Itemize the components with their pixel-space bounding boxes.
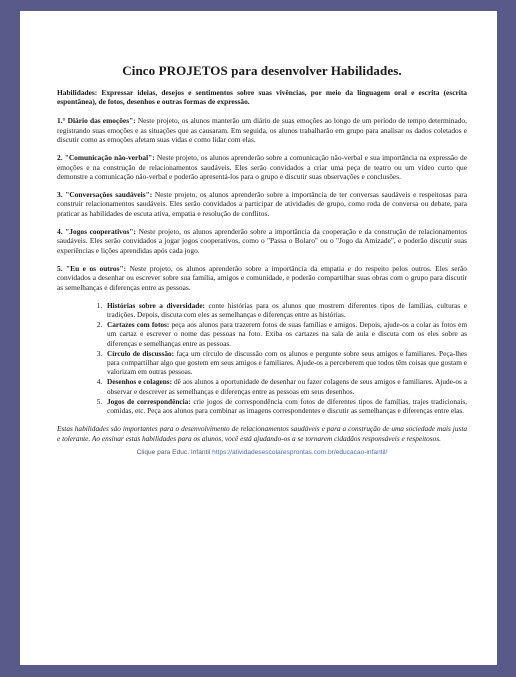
list-item [104, 349, 467, 377]
project-text: Neste projeto, os alunos aprenderão sobre a importância de ter conversas saudáveis e respeitosas para construir relacionamentos saudáveis. Eles serão convidados a participar de atividades de grupo, como roda de conversa ou debate, para praticar as habilidades de escuta ativa, empatia e resolução de conflitos. [57, 190, 467, 218]
project-3 [57, 190, 467, 218]
activity-heading: Desenhos e colagens: [107, 377, 173, 387]
activity-text: dê aos alunos a oportunidade de desenhar ou fazer colagens de seus amigos e familiares. Ajude-os a observar e descrever as semelhanças e diferenças entre as pessoas em seus desenhos. [107, 377, 468, 396]
activity-text: conte histórias para os alunos que mostrem diferentes tipos de famílias, culturas e tradições. Depois, discuta com eles as semelhanças e diferenças entre as histórias. [107, 300, 467, 320]
project-2 [57, 153, 467, 181]
project-1 [57, 116, 467, 144]
project-heading: 2. "Comunicação não-verbal": [57, 153, 155, 163]
footer-link[interactable]: https://atividadesescolaresprontas.com.br/educacao-infantil/ [212, 448, 388, 456]
list-item [104, 377, 467, 395]
activity-heading: Jogos de correspondência: [107, 396, 191, 406]
project-4 [57, 227, 467, 255]
activity-text: crie jogos de correspondência com fotos de diferentes tipos de famílias, trajes tradicionais, comidas, etc. Peça aos alunos para combinar as imagens correspondentes e discutir as semelhanças e diferenças entre elas. [107, 396, 468, 416]
page-title: Cinco PROJETOS para desenvolver Habilidades. [122, 63, 402, 78]
activity-text: faça um círculo de discussão com os alunos e pergunte sobre seus amigos e familiares. Peça-lhes para compartilhar algo que gostem em seus amigos e familiares. Ajude-os a perceberem que todos têm coisas que gostam e valorizam em outras pessoas. [107, 348, 467, 377]
project-5 [57, 264, 467, 292]
list-item [104, 320, 467, 348]
project-text: Neste projeto, os alunos aprenderão sobre a comunicação não-verbal e sua importância na expressão de emoções e na construção de relacionamentos saudáveis. Eles serão convidados a criar uma peça de teatro ou um vídeo curto que demonstre a comunicação não-verbal e poderão apresentá-los para o grupo e discutir suas observações e conclusões. [57, 153, 467, 181]
activity-heading: Histórias sobre a diversidade: [107, 300, 205, 310]
list-item [104, 397, 467, 415]
footer-label: Clique para Educ. Infantil [136, 448, 211, 456]
project-heading: 4. "Jogos cooperativos": [57, 227, 136, 237]
project-heading: 5. "Eu e os outros": [57, 263, 127, 273]
project-heading: 1.° Diário das emoções": [57, 116, 136, 126]
document-page [20, 11, 497, 665]
skills-label: Habilidades: [57, 88, 98, 97]
activities-list [57, 301, 467, 415]
project-text: Neste projeto, os alunos aprenderão sobre a importância da cooperação e da construção de relacionamentos saudáveis. Eles serão convidados a jogar jogos cooperativos, como o "Passa o Bolaro" ou o "Jogo da Amizade", e poderão discutir suas experiências e lições aprendidas após cada jogo. [57, 227, 467, 255]
list-item [104, 301, 467, 319]
footer [57, 449, 467, 456]
skills-paragraph [57, 88, 467, 106]
activity-heading: Círculo de discussão: [107, 348, 175, 358]
closing-paragraph: Estas habilidades são importantes para o desenvolvimento de relacionamentos saudáveis e para a construção de uma sociedade mais justa e tolerante. Ao ensinar estas habilidades para os alunos, você está ajudando-os a se tornarem cidadãos responsáveis e respeitosos. [57, 424, 467, 443]
project-heading: 3. "Conversações saudáveis": [57, 190, 153, 200]
activity-text: peça aos alunos para trazerem fotos de suas famílias e amigos. Depois, ajude-os a colar as fotos em um cartaz e escrever o nome das pessoas na foto. Exiba os cartazes na sala de aula e discuta com os eles sobre as diferenças e semelhanças entre as pessoas. [107, 320, 468, 348]
project-text: Neste projeto, os alunos aprenderão sobre a importância da empatia e do respeito pelos outros. Eles serão convidados a desenhar ou escrever sobre sua família, amigos e comunidade, e poderão compartilhar suas obras com o grupo para discutir as semelhanças e diferenças entre as pessoas. [57, 263, 467, 292]
project-text: Neste projeto, os alunos manterão um diário de suas emoções ao longo de um período de tempo determinado, registrando suas emoções e as situações que as causaram. Em seguida, os alunos trabalharão em grupo para analisar os dados coletados e discutir como as emoções afetam suas vidas e como lidar com elas. [57, 116, 467, 144]
skills-text: Expressar ideias, desejos e sentimentos sobre suas vivências, por meio da linguagem oral e escrita (escrita espontânea), de fotos, desenhos e outras formas de expressão. [57, 88, 467, 107]
activity-heading: Cartazes com fotos: [107, 320, 170, 330]
